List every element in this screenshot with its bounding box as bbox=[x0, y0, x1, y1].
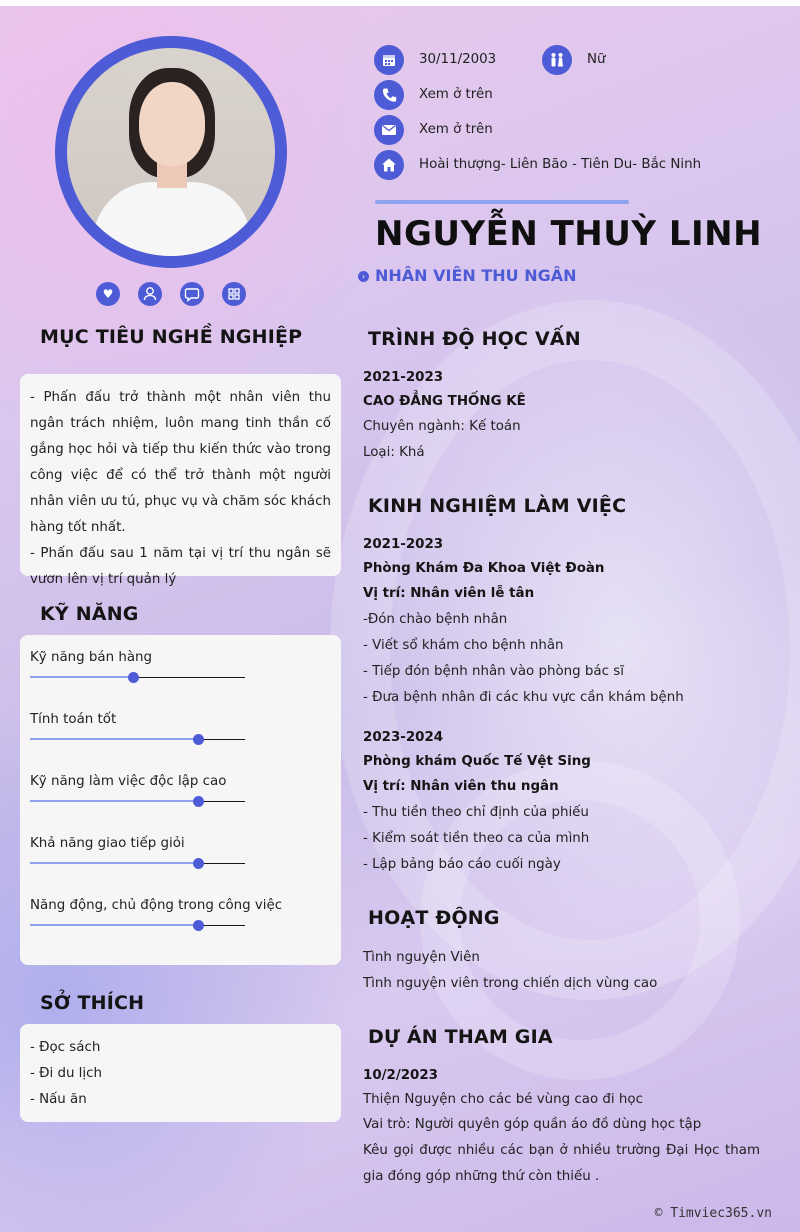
skill-item bbox=[30, 898, 330, 913]
gender-icon bbox=[542, 45, 572, 75]
email: Xem ở trên bbox=[419, 122, 493, 137]
education-major: Chuyên ngành: Kế toán bbox=[363, 419, 521, 434]
skill-item bbox=[30, 836, 330, 851]
project-result: Kêu gọi được nhiều các bạn ở nhiều trường Đại Học tham gia đóng góp những thứ còn thiếu . bbox=[363, 1143, 760, 1184]
skill-label: Kỹ năng làm việc độc lập cao bbox=[30, 774, 227, 789]
experience-title: KINH NGHIỆM LÀM VIỆC bbox=[368, 495, 627, 517]
apps-icon[interactable] bbox=[222, 282, 246, 306]
skill-label: Khả năng giao tiếp giỏi bbox=[30, 836, 185, 851]
avatar bbox=[67, 48, 275, 256]
calendar-icon bbox=[374, 45, 404, 75]
job-position: Vị trí: Nhân viên thu ngân bbox=[363, 779, 559, 794]
address: Hoài thượng- Liên Bão - Tiên Du- Bắc Ninh bbox=[419, 157, 702, 172]
skill-item bbox=[30, 712, 330, 727]
skill-label: Kỹ năng bán hàng bbox=[30, 650, 153, 665]
mail-icon bbox=[374, 115, 404, 145]
footer-watermark: © Timviec365.vn bbox=[654, 1206, 772, 1221]
job-task: - Kiểm soát tiền theo ca của mình bbox=[363, 831, 590, 846]
objective-line: - Phấn đấu sau 1 năm tại vị trí thu ngân sẽ vươn lên vị trí quản lý bbox=[30, 546, 331, 587]
birthdate: 30/11/2003 bbox=[419, 52, 497, 67]
job-title: NHÂN VIÊN THU NGÂN bbox=[375, 266, 577, 285]
education-title: TRÌNH ĐỘ HỌC VẤN bbox=[368, 328, 581, 350]
project-date: 10/2/2023 bbox=[363, 1068, 439, 1083]
skill-label: Tính toán tốt bbox=[30, 712, 117, 727]
skill-label: Năng động, chủ động trong công việc bbox=[30, 898, 283, 913]
education-period: 2021-2023 bbox=[363, 370, 444, 385]
job-task: - Lập bảng báo cáo cuối ngày bbox=[363, 857, 561, 872]
candidate-name: NGUYỄN THUỲ LINH bbox=[375, 214, 763, 254]
slider-knob bbox=[193, 920, 204, 931]
job-company: Phòng khám Quốc Tế Vệt Sing bbox=[363, 754, 591, 769]
skill-slider bbox=[30, 925, 245, 926]
hobby-item: - Đi du lịch bbox=[30, 1066, 102, 1081]
slider-knob bbox=[128, 672, 139, 683]
heart-icon[interactable]: ♥ bbox=[96, 282, 120, 306]
job-period: 2023-2024 bbox=[363, 730, 444, 745]
skills-title: KỸ NĂNG bbox=[40, 603, 139, 625]
job-company: Phòng Khám Đa Khoa Việt Đoàn bbox=[363, 561, 605, 576]
objective-line: - Phấn đấu trở thành một nhân viên thu ngân trách nhiệm, luôn mang tinh thần cố gắng học hỏi và tiếp thu kiến thức vào trong công việc để có thể trở thành một người nhân viên ưu tú, phục vụ và chăm sóc khách hàng tốt nhất. bbox=[30, 390, 331, 535]
skill-item bbox=[30, 650, 330, 665]
chevron-right-icon: › bbox=[358, 271, 369, 282]
activity-line: Tình nguyện Viên bbox=[363, 950, 480, 965]
job-task: -Đón chào bệnh nhân bbox=[363, 612, 508, 627]
phone: Xem ở trên bbox=[419, 87, 493, 102]
skill-slider bbox=[30, 863, 245, 864]
project-role: Vai trò: Người quyên góp quần áo đồ dùng học tập bbox=[363, 1117, 702, 1132]
hobby-item: - Đọc sách bbox=[30, 1040, 101, 1055]
user-icon[interactable] bbox=[138, 282, 162, 306]
slider-knob bbox=[193, 796, 204, 807]
job-task: - Thu tiền theo chỉ định của phiếu bbox=[363, 805, 589, 820]
skill-item bbox=[30, 774, 330, 789]
home-icon bbox=[374, 150, 404, 180]
activities-title: HOẠT ĐỘNG bbox=[368, 907, 500, 929]
slider-knob bbox=[193, 858, 204, 869]
project-name: Thiện Nguyện cho các bé vùng cao đi học bbox=[363, 1092, 643, 1107]
hobbies-card bbox=[20, 1024, 341, 1122]
job-position: Vị trí: Nhân viên lễ tân bbox=[363, 586, 535, 601]
education-grade: Loại: Khá bbox=[363, 445, 425, 460]
activity-line: Tình nguyện viên trong chiến dịch vùng cao bbox=[363, 976, 658, 991]
phone-icon bbox=[374, 80, 404, 110]
hobbies-title: SỞ THÍCH bbox=[40, 992, 145, 1014]
projects-title: DỰ ÁN THAM GIA bbox=[368, 1026, 553, 1048]
job-task: - Đưa bệnh nhân đi các khu vực cần khám bệnh bbox=[363, 690, 684, 705]
skill-slider bbox=[30, 801, 245, 802]
hobby-item: - Nấu ăn bbox=[30, 1092, 87, 1107]
chat-icon[interactable] bbox=[180, 282, 204, 306]
slider-knob bbox=[193, 734, 204, 745]
job-task: - Viết sổ khám cho bệnh nhân bbox=[363, 638, 564, 653]
skills-card bbox=[20, 635, 341, 965]
job-task: - Tiếp đón bệnh nhân vào phòng bác sĩ bbox=[363, 664, 624, 679]
objective-card bbox=[20, 374, 341, 587]
top-strip bbox=[0, 0, 800, 6]
job-period: 2021-2023 bbox=[363, 537, 444, 552]
name-accent-bar bbox=[375, 200, 629, 204]
skill-slider bbox=[30, 739, 245, 740]
avatar-frame bbox=[55, 36, 287, 268]
education-school: CAO ĐẲNG THỐNG KÊ bbox=[363, 394, 526, 409]
gender: Nữ bbox=[587, 52, 606, 67]
objective-title: MỤC TIÊU NGHỀ NGHIỆP bbox=[40, 326, 303, 348]
skill-slider bbox=[30, 677, 245, 678]
